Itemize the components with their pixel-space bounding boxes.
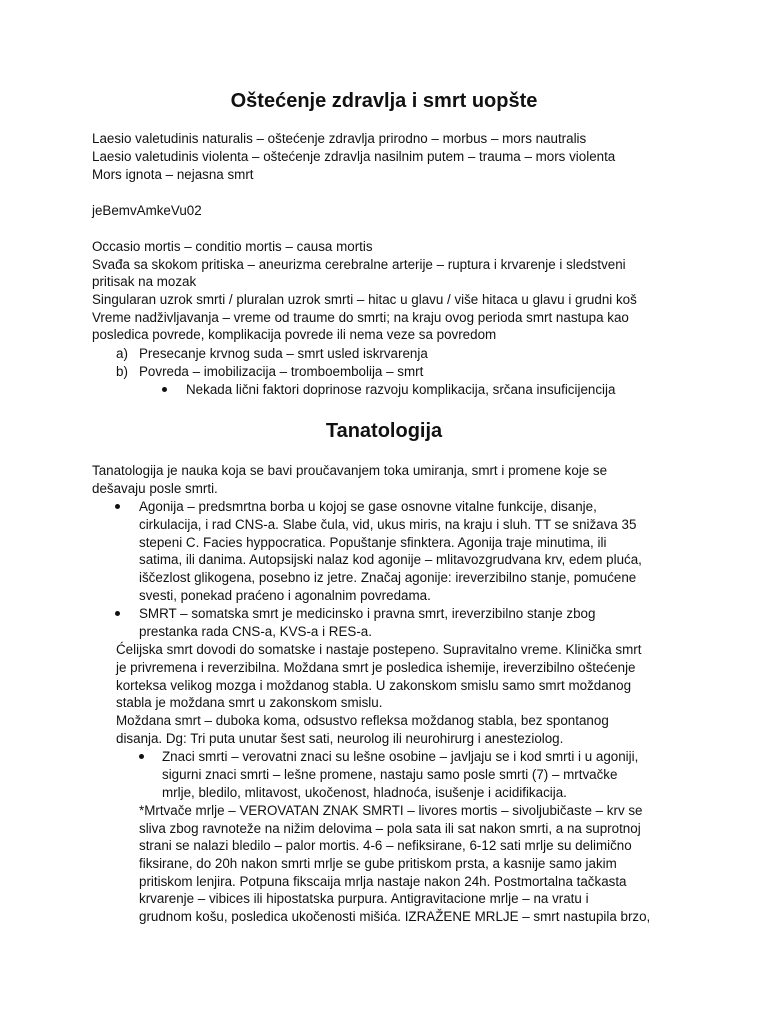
- text-line: pritisak na mozak: [92, 274, 197, 289]
- text-line: sliva zbog ravnoteže na nižim delovima – pola sata ili sat nakon smrti, a na suprotnoj: [139, 821, 641, 836]
- section-title-tanatologija: Tanatologija: [325, 420, 443, 442]
- list-item: mrlje, bledilo, mlitavost, ukočenost, hladnoća, isušenje i acidifikacija.: [162, 785, 567, 800]
- list-item: Povreda – imobilizacija – tromboembolija – smrt: [139, 364, 424, 379]
- list-item: Znaci smrti – verovatni znaci su lešne osobine – javljaju se i kod smrti i u agoniji,: [162, 749, 639, 764]
- list-item: svesti, ponekad praćeno i agonalnim povredama.: [139, 588, 431, 603]
- list-item: SMRT – somatska smrt je medicinsko i pravna smrt, ireverzibilno stanje zbog: [139, 606, 596, 621]
- list-item: sigurni znaci smrti – lešne promene, nastaju samo posle smrti (7) – mrtvačke: [162, 767, 618, 782]
- bullet-icon: [162, 387, 167, 392]
- text-line: korteksa velikog mozga i moždanog stabla. U zakonskom smislu samo smrt moždanog: [116, 678, 632, 693]
- text-line: je privremena i reverzibilna. Moždana smrt je posledica ishemije, ireverzibilno oštećenje: [116, 660, 636, 675]
- text-line: Vreme nadživljavanja – vreme od traume do smrti; na kraju ovog perioda smrt nastupa kao: [92, 310, 629, 325]
- text-line: Occasio mortis – conditio mortis – causa mortis: [92, 239, 373, 254]
- text-line: Moždana smrt – duboka koma, odsustvo refleksa moždanog stabla, bez spontanog: [116, 713, 609, 728]
- list-marker: a): [116, 346, 128, 361]
- text-line: Laesio valetudinis violenta – oštećenje zdravlja nasilnim putem – trauma – mors violenta: [92, 149, 616, 164]
- text-line: pritiskom lenjira. Potpuna fikscaija mrlja nastaje nakon 24h. Postmortalna tačkasta: [139, 874, 627, 889]
- text-line: Ćelijska smrt dovodi do somatske i nastaje postepeno. Supravitalno vreme. Klinička smrt: [116, 642, 642, 657]
- text-line: Mors ignota – nejasna smrt: [92, 167, 254, 182]
- text-line: krvarenje – vibices ili hipostatska purpura. Antigravitacione mrlje – na vratu i: [139, 891, 589, 906]
- section-title-ostecenje: Oštećenje zdravlja i smrt uopšte: [230, 90, 538, 112]
- text-line: grudnom košu, posledica ukočenosti mišića. IZRAŽENE MRLJE – smrt nastupila brzo,: [139, 909, 651, 924]
- list-item: Agonija – predsmrtna borba u kojoj se gase osnovne vitalne funkcije, disanje,: [139, 499, 597, 514]
- bullet-icon: [115, 504, 120, 509]
- list-item: iščezlost glikogena, posebno iz jetre. Značaj agonije: ireverzibilno stanje, pomućene: [139, 570, 637, 585]
- text-line: Singularan uzrok smrti / pluralan uzrok smrti – hitac u glavu / više hitaca u glavu i grudni koš: [92, 292, 637, 307]
- list-item: Presecanje krvnog suda – smrt usled iskrvarenja: [139, 346, 428, 361]
- code-line: jeBemvAmkeVu02: [92, 203, 202, 218]
- text-line: dešavaju posle smrti.: [92, 481, 218, 496]
- list-item: cirkulacija, i rad CNS-a. Slabe čula, vid, ukus miris, na kraju i sluh. TT se snižava 35: [139, 517, 637, 532]
- list-item: Nekada lični faktori doprinose razvoju komplikacija, srčana insuficijencija: [186, 382, 616, 397]
- text-line: Tanatologija je nauka koja se bavi proučavanjem toka umiranja, smrt i promene koje se: [92, 463, 608, 478]
- list-item: stepeni C. Facies hyppocratica. Popuštanje sfinktera. Agonija traje minutima, ili: [139, 535, 607, 550]
- text-line: posledica povrede, komplikacija povrede ili nema veze sa povredom: [92, 327, 497, 342]
- text-line: fiksirane, do 20h nakon smrti mrlje se gube pritiskom prsta, a kasnije samo jakim: [139, 856, 617, 871]
- text-line: *Mrtvače mrlje – VEROVATAN ZNAK SMRTI – livores mortis – sivoljubičaste – krv se: [139, 803, 643, 818]
- text-line: strani se nalazi bledilo – palor mortis. 4-6 – nefiksirane, 6-12 sati mrlje su delimično: [139, 838, 632, 853]
- text-line: stabla je moždana smrt u zakonskom smislu.: [116, 695, 383, 710]
- text-line: Laesio valetudinis naturalis – oštećenje zdravlja prirodno – morbus – mors nautralis: [92, 131, 587, 146]
- list-marker: b): [116, 364, 128, 379]
- text-line: disanja. Dg: Tri puta unutar šest sati, neurolog ili neurohirurg i anesteziolog.: [116, 731, 564, 746]
- bullet-icon: [139, 754, 144, 759]
- text-line: Svađa sa skokom pritiska – aneurizma cerebralne arterije – ruptura i krvarenje i sledstveni: [92, 257, 626, 272]
- bullet-icon: [115, 611, 120, 616]
- list-item: prestanka rada CNS-a, KVS-a i RES-a.: [139, 624, 372, 639]
- list-item: satima, ili danima. Autopsijski nalaz kod agonije – mlitavozgrudvana krv, edem pluća,: [139, 552, 642, 567]
